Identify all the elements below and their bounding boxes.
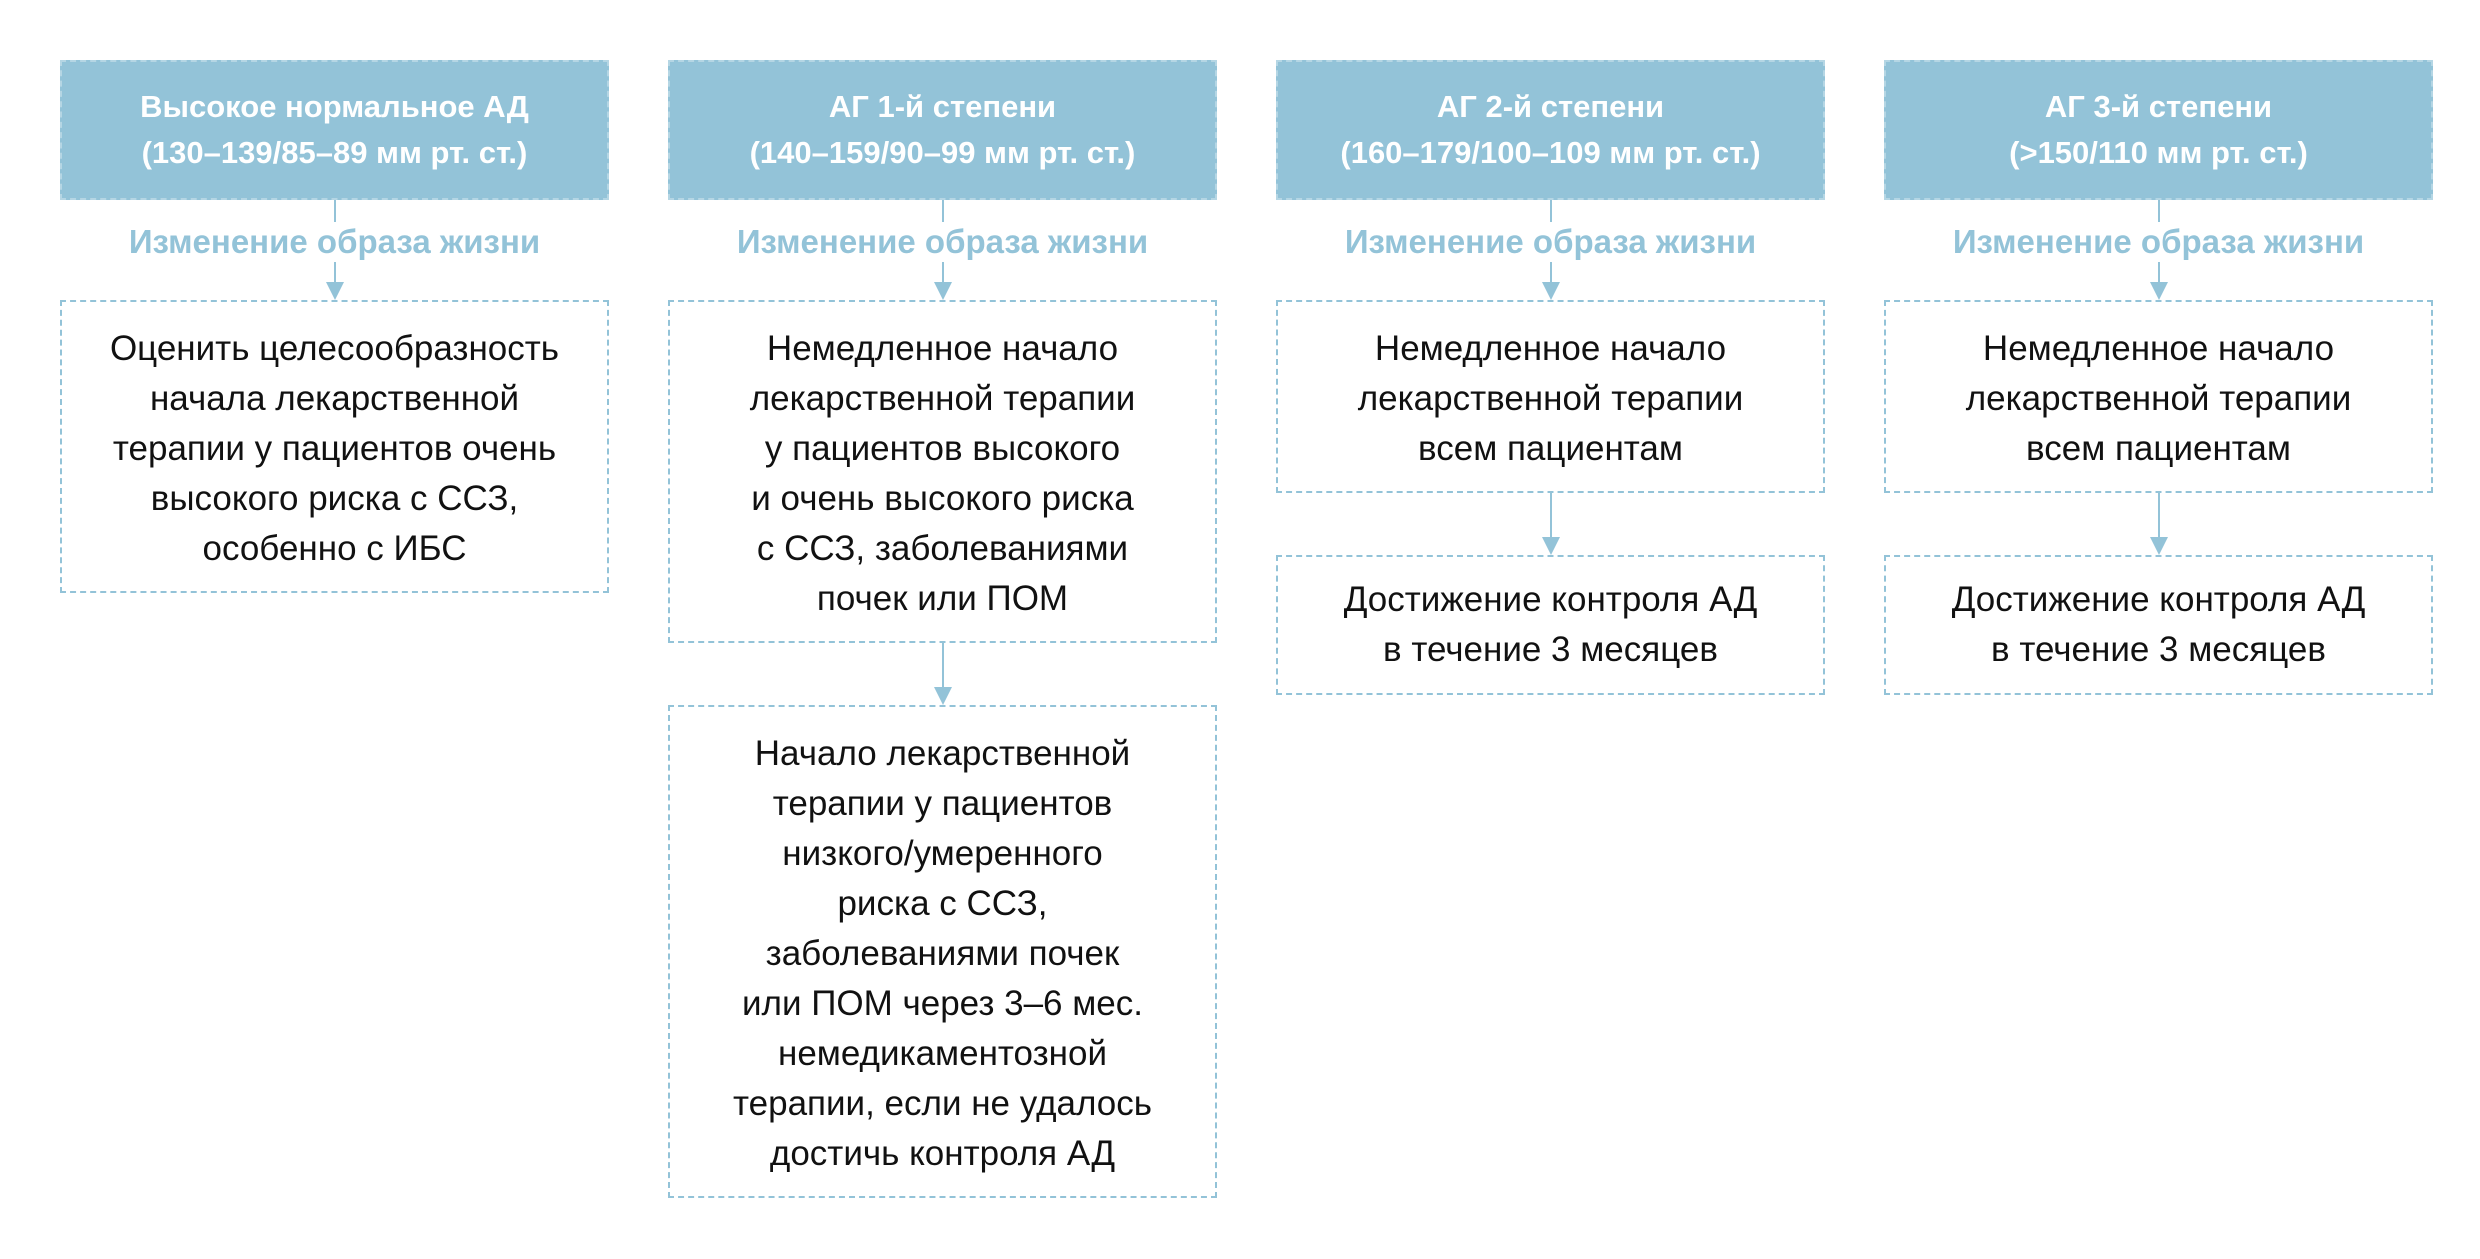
step-box: Немедленное начало лекарственной терапии всем пациентам — [1276, 300, 1825, 493]
category-range: (130–139/85–89 мм рт. ст.) — [141, 135, 528, 170]
category-header — [1276, 60, 1825, 200]
connector-line — [942, 643, 944, 687]
lifestyle-label: Изменение образа жизни — [1952, 223, 2365, 260]
column-grade-3 — [1884, 60, 2433, 695]
category-range: (>150/110 мм рт. ст.) — [2009, 135, 2308, 170]
lifestyle-label: Изменение образа жизни — [1344, 223, 1757, 260]
step-box: Немедленное начало лекарственной терапии у пациентов высокого и очень высокого риска с ССЗ, заболеваниями почек или ПОМ — [668, 300, 1217, 643]
arrow-down-icon — [1542, 537, 1560, 555]
connector-line — [942, 200, 944, 222]
connector-line — [2158, 493, 2160, 537]
column-grade-2 — [1276, 60, 1825, 695]
arrow-down-icon — [2150, 537, 2168, 555]
connector-line — [1550, 493, 1552, 537]
connector-line — [2158, 262, 2160, 282]
connector-line — [334, 200, 336, 222]
connector-line — [2158, 200, 2160, 222]
connector-line — [1550, 200, 1552, 222]
arrow-down-icon — [326, 282, 344, 300]
category-title: АГ 1-й степени — [828, 89, 1057, 124]
category-title: АГ 3-й степени — [2044, 89, 2273, 124]
category-range: (140–159/90–99 мм рт. ст.) — [749, 135, 1136, 170]
column-high-normal — [60, 60, 609, 593]
category-range: (160–179/100–109 мм рт. ст.) — [1340, 135, 1761, 170]
step-box: Оценить целесообразность начала лекарственной терапии у пациентов очень высокого риска с ССЗ, особенно с ИБС — [60, 300, 609, 593]
lifestyle-label: Изменение образа жизни — [736, 223, 1149, 260]
arrow-down-icon — [2150, 282, 2168, 300]
column-grade-1 — [668, 60, 1217, 1198]
step-box: Начало лекарственной терапии у пациентов низкого/умеренного риска с ССЗ, заболеваниями почек или ПОМ через 3–6 мес. немедикаментозной терапии, если не удалось достичь контроля АД — [668, 705, 1217, 1198]
category-title: АГ 2-й степени — [1436, 89, 1665, 124]
connector-line — [1550, 262, 1552, 282]
connector-line — [334, 262, 336, 282]
step-box: Достижение контроля АД в течение 3 месяцев — [1884, 555, 2433, 695]
category-header — [1884, 60, 2433, 200]
lifestyle-label: Изменение образа жизни — [128, 223, 541, 260]
category-title: Высокое нормальное АД — [140, 89, 529, 124]
category-header — [668, 60, 1217, 200]
step-box: Немедленное начало лекарственной терапии всем пациентам — [1884, 300, 2433, 493]
arrow-down-icon — [934, 282, 952, 300]
connector-line — [942, 262, 944, 282]
step-box: Достижение контроля АД в течение 3 месяцев — [1276, 555, 1825, 695]
category-header — [60, 60, 609, 200]
arrow-down-icon — [1542, 282, 1560, 300]
arrow-down-icon — [934, 687, 952, 705]
